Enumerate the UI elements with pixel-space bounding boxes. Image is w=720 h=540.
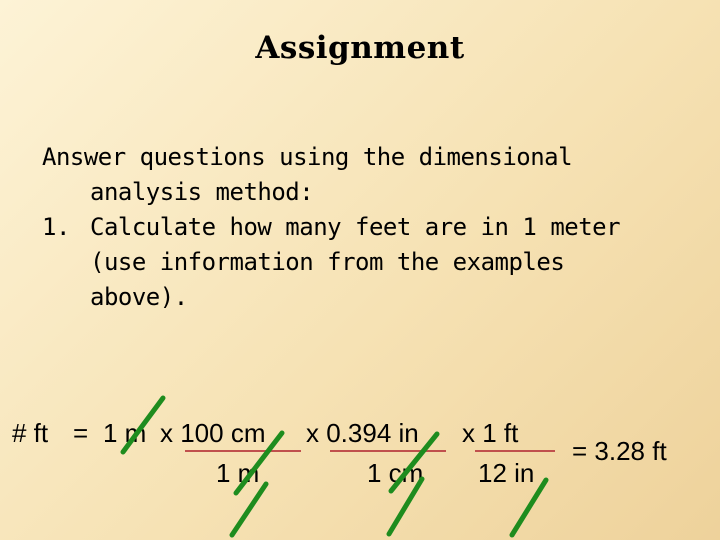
factor4-denominator: 12 in: [478, 458, 535, 488]
equation-lhs: # ft: [12, 418, 49, 448]
cancel-mark-1m-denominator: [232, 484, 266, 535]
factor3-denominator: 1 cm: [367, 458, 424, 488]
equation-equals: =: [73, 418, 89, 448]
factor3-numerator: x 0.394 in: [306, 418, 419, 448]
fraction-bar: [185, 450, 301, 452]
list-item-number: 1.: [42, 213, 70, 241]
fraction-bar: [475, 450, 555, 452]
factor1-numerator: 1 m: [103, 418, 147, 448]
factor4-numerator: x 1 ft: [462, 418, 519, 448]
equation-result: = 3.28 ft: [572, 436, 667, 466]
factor2-denominator: 1 m: [216, 458, 260, 488]
list-item-line-2: (use information from the examples: [90, 248, 565, 276]
fraction-bar: [330, 450, 446, 452]
list-item-line-3: above).: [90, 283, 188, 311]
intro-line-1: Answer questions using the dimensional: [42, 143, 573, 171]
slide-title: Assignment: [255, 30, 465, 66]
factor2-numerator: x 100 cm: [160, 418, 266, 448]
list-item-line-1: Calculate how many feet are in 1 meter: [90, 213, 621, 241]
intro-line-2: analysis method:: [90, 178, 314, 206]
